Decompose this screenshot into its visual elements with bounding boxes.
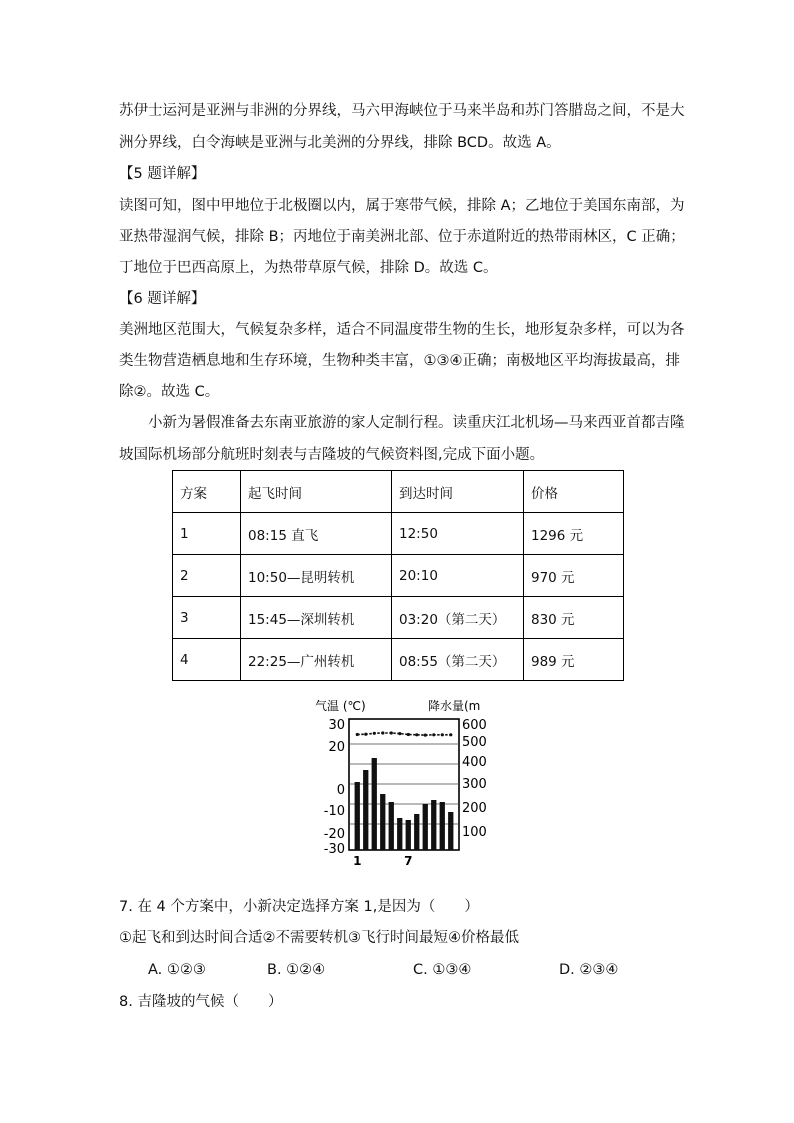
precipitation-bar <box>355 782 360 850</box>
temperature-point <box>407 733 410 736</box>
table-row <box>173 597 624 639</box>
precipitation-bar <box>397 818 402 850</box>
temperature-point <box>364 733 367 736</box>
table-cell: 1 <box>173 513 241 555</box>
x-axis-ticks <box>353 854 412 868</box>
question-7-statements: ①起飞和到达时间合适②不需要转机③飞行时间最短④价格最低 <box>119 930 519 946</box>
table-cell: 1296 元 <box>524 513 624 555</box>
precipitation-bar <box>440 802 445 850</box>
intro-line: 坡国际机场部分航班时刻表与吉隆坡的气候资料图,完成下面小题。 <box>119 447 545 463</box>
table-cell: 830 元 <box>524 597 624 639</box>
table-cell: 4 <box>173 639 241 681</box>
paragraph-line: 类生物营造栖息地和生存环境，生物种类丰富，①③④正确；南极地区平均海拔最高，排 <box>119 353 680 369</box>
temperature-point <box>432 733 435 736</box>
table-cell: 08:55（第二天） <box>392 639 524 681</box>
right-tick-label: 400 <box>462 755 487 770</box>
table-cell: 08:15 直飞 <box>241 513 392 555</box>
temperature-point <box>356 733 359 736</box>
table-cell: 22:25—广州转机 <box>241 639 392 681</box>
option-c[interactable]: C. ①③④ <box>413 962 472 978</box>
temperature-point <box>381 731 384 734</box>
temperature-point <box>373 732 376 735</box>
section-heading: 【6 题详解】 <box>119 291 206 307</box>
paragraph-line: 丁地位于巴西高原上，为热带草原气候，排除 D。故选 C。 <box>119 260 498 276</box>
option-d[interactable]: D. ②③④ <box>559 962 619 978</box>
table-cell: 970 元 <box>524 555 624 597</box>
left-tick-label: 0 <box>336 783 345 798</box>
left-tick-label: -10 <box>323 804 345 819</box>
table-header-cell: 价格 <box>524 471 624 513</box>
paragraph-line: 除②。故选 C。 <box>119 384 220 400</box>
flight-schedule-table <box>172 470 624 681</box>
precipitation-bar <box>448 812 453 850</box>
paragraph-line: 苏伊士运河是亚洲与非洲的分界线，马六甲海峡位于马来半岛和苏门答腊岛之间，不是大 <box>119 103 685 119</box>
table-cell: 20:10 <box>392 555 524 597</box>
left-axis-ticks <box>324 718 345 857</box>
temperature-point <box>390 731 393 734</box>
table-row <box>173 639 624 681</box>
paragraph-line: 洲分界线，白令海峡是亚洲与北美洲的分界线，排除 BCD。故选 A。 <box>119 135 561 151</box>
x-tick-label: 1 <box>353 854 362 868</box>
option-a[interactable]: A. ①②③ <box>148 962 206 978</box>
table-cell: 10:50—昆明转机 <box>241 555 392 597</box>
right-tick-label: 100 <box>462 825 487 840</box>
paragraph-line: 亚热带湿润气候，排除 B；丙地位于南美洲北部、位于赤道附近的热带雨林区，C 正确； <box>119 229 685 245</box>
precipitation-bar <box>423 804 428 850</box>
table-header-cell: 起飞时间 <box>241 471 392 513</box>
temperature-point <box>398 732 401 735</box>
right-axis-label: 降水量(m <box>428 699 481 713</box>
right-tick-label: 500 <box>462 735 487 750</box>
option-b[interactable]: B. ①②④ <box>267 962 326 978</box>
right-axis-ticks <box>462 718 487 840</box>
precipitation-bar <box>363 770 368 850</box>
table-cell: 15:45—深圳转机 <box>241 597 392 639</box>
left-tick-label: 20 <box>328 740 345 755</box>
precipitation-bar <box>389 802 394 850</box>
left-tick-label: -20 <box>323 827 345 842</box>
table-header-row <box>173 471 624 513</box>
temperature-point <box>415 733 418 736</box>
table-cell: 2 <box>173 555 241 597</box>
right-tick-label: 200 <box>462 801 487 816</box>
climate-chart <box>312 697 492 869</box>
left-tick-label: -30 <box>323 842 345 857</box>
right-tick-label: 600 <box>462 718 487 733</box>
table-row <box>173 513 624 555</box>
table-cell: 12:50 <box>392 513 524 555</box>
temperature-point <box>449 733 452 736</box>
question-8: 8. 吉隆坡的气候（ ） <box>119 994 283 1010</box>
table-header-cell: 到达时间 <box>392 471 524 513</box>
temperature-point <box>424 734 427 737</box>
precipitation-bar <box>431 800 436 850</box>
section-heading: 【5 题详解】 <box>119 166 206 182</box>
precipitation-bar <box>406 820 411 850</box>
paragraph-line: 读图可知，图中甲地位于北极圈以内，属于寒带气候，排除 A；乙地位于美国东南部，为 <box>119 198 685 214</box>
paragraph-line: 美洲地区范围大，气候复杂多样，适合不同温度带生物的生长，地形复杂多样，可以为各 <box>119 322 685 338</box>
question-7: 7. 在 4 个方案中，小新决定选择方案 1,是因为（ ） <box>119 899 479 915</box>
table-header-cell: 方案 <box>173 471 241 513</box>
temperature-point <box>441 733 444 736</box>
precipitation-bar <box>414 814 419 850</box>
right-tick-label: 300 <box>462 777 487 792</box>
table-row <box>173 555 624 597</box>
table-cell: 989 元 <box>524 639 624 681</box>
table-cell: 3 <box>173 597 241 639</box>
left-axis-label: 气温 (℃) <box>315 699 366 713</box>
left-tick-label: 30 <box>328 718 345 733</box>
intro-line: 小新为暑假准备去东南亚旅游的家人定制行程。读重庆江北机场—马来西亚首都吉隆 <box>148 415 685 431</box>
precipitation-bar <box>372 758 377 850</box>
precipitation-bar <box>380 794 385 850</box>
x-tick-label: 7 <box>404 854 413 868</box>
table-cell: 03:20（第二天） <box>392 597 524 639</box>
